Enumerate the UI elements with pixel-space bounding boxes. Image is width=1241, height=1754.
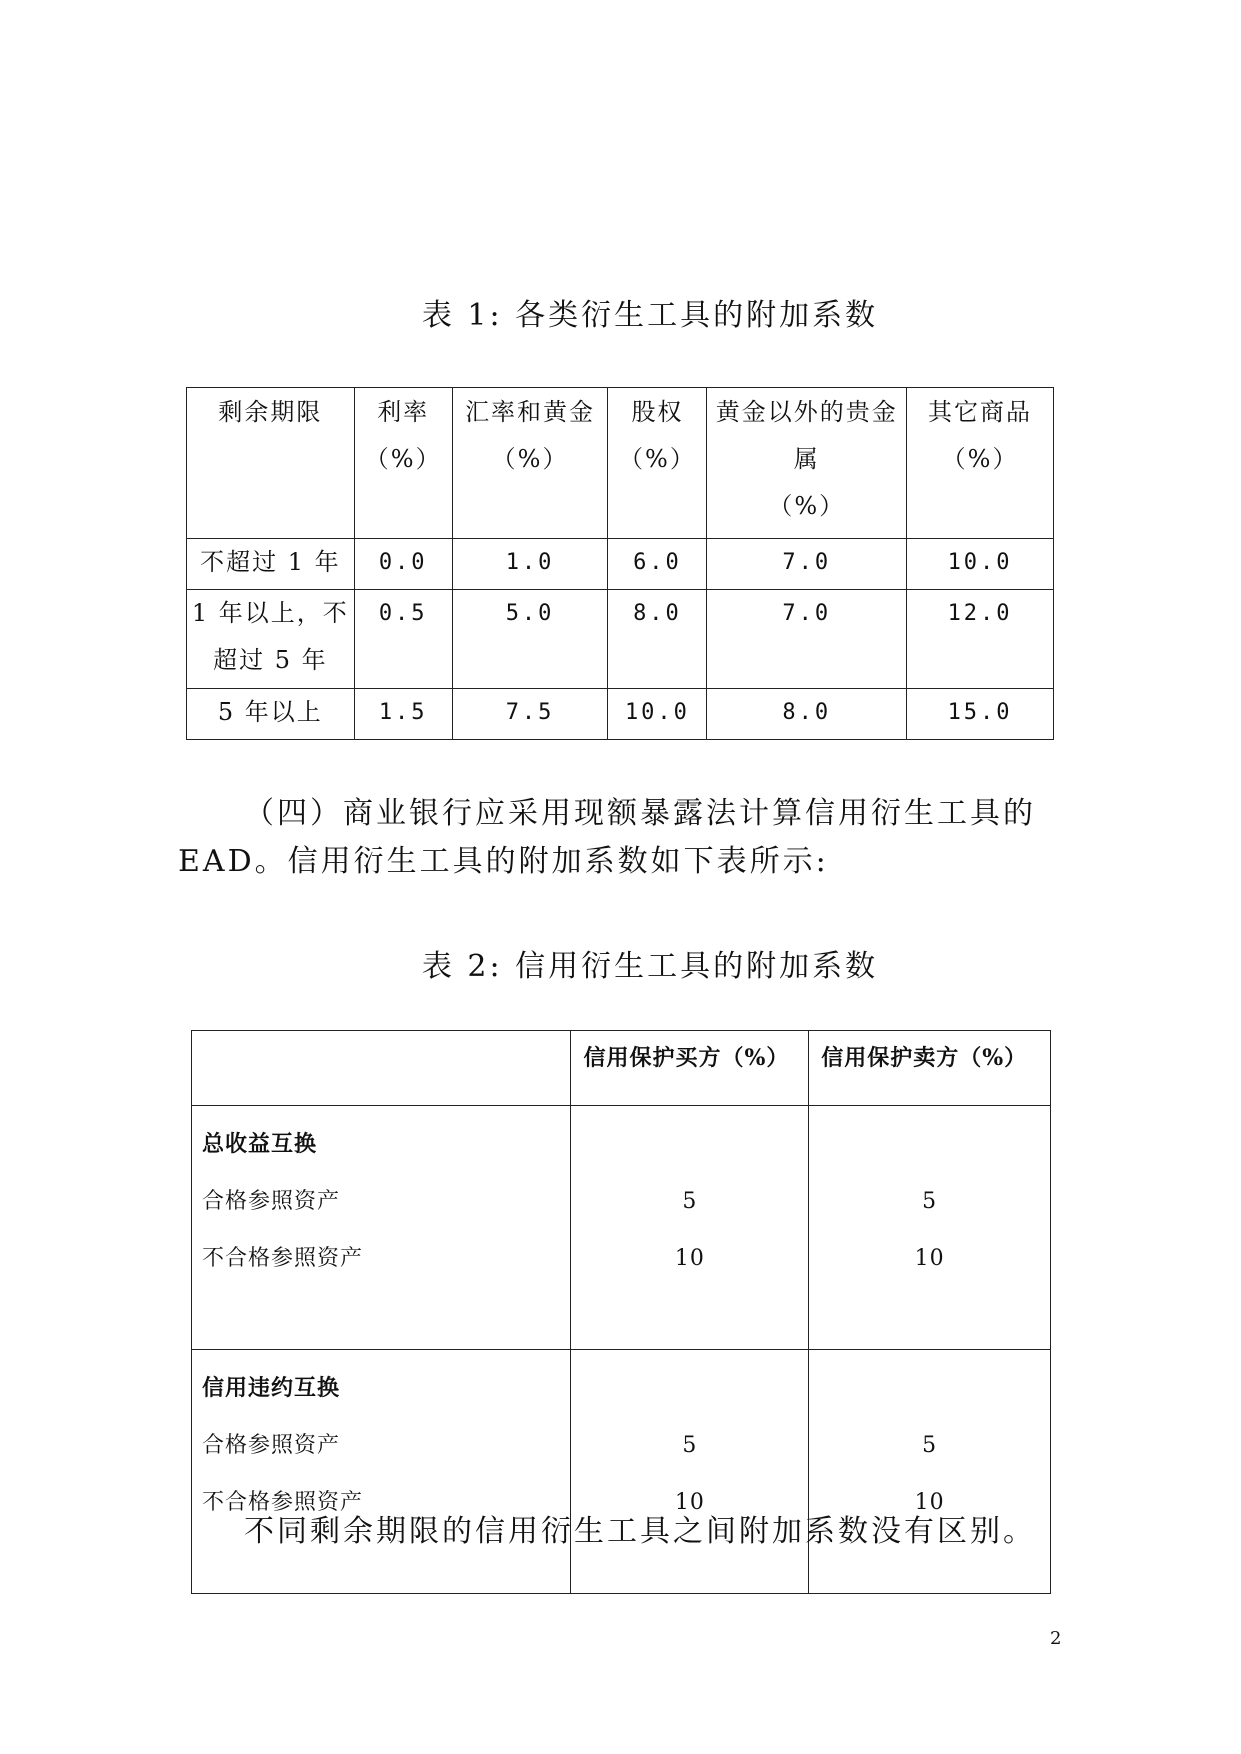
value-cell: 10.0	[608, 689, 707, 740]
table2-header-cell: 信用保护卖方（%）	[809, 1031, 1051, 1106]
group-title: 总收益互换	[202, 1131, 318, 1157]
header-line: 其它商品	[928, 398, 1033, 426]
buyer-cell	[571, 1106, 809, 1350]
value-cell: 6.0	[608, 539, 707, 590]
term-text: 5 年以上	[217, 698, 323, 726]
table1-header-cell	[187, 388, 355, 539]
table-row	[192, 1106, 1051, 1350]
seller-value: 10	[914, 1490, 945, 1515]
header-line: （%）	[941, 445, 1019, 473]
header-line: 汇率和黄金	[465, 398, 596, 426]
value-cell: 7.0	[707, 539, 907, 590]
table-row	[187, 590, 1054, 689]
seller-cell	[809, 1350, 1051, 1594]
item-label: 合格参照资产	[202, 1433, 341, 1458]
table-row	[192, 1350, 1051, 1594]
value-cell: 8.0	[707, 689, 907, 740]
table-row	[187, 689, 1054, 740]
header-line: （%）	[491, 445, 569, 473]
header-line: 黄金以外的贵金	[715, 398, 898, 426]
table1-caption: 表 1: 各类衍生工具的附加系数	[421, 298, 879, 333]
item-label: 不合格参照资产	[202, 1490, 364, 1515]
table1-header-cell	[907, 388, 1054, 539]
value-cell: 0.5	[354, 590, 452, 689]
table1-header-cell	[707, 388, 907, 539]
value-cell: 5.0	[452, 590, 608, 689]
item-label: 不合格参照资产	[202, 1246, 364, 1271]
buyer-cell	[571, 1350, 809, 1594]
table2-caption: 表 2: 信用衍生工具的附加系数	[421, 949, 879, 984]
group-title: 信用违约互换	[202, 1375, 341, 1401]
header-line: 股权	[631, 398, 684, 426]
header-line: （%）	[364, 445, 442, 473]
value-cell: 8.0	[608, 590, 707, 689]
paragraph-ead: （四）商业银行应采用现额暴露法计算信用衍生工具的 EAD。信用衍生工具的附加系数如下表所示:	[178, 796, 1036, 879]
value-cell: 1.0	[452, 539, 608, 590]
seller-value: 10	[914, 1246, 945, 1271]
buyer-value: 5	[682, 1189, 698, 1214]
table-row	[187, 539, 1054, 590]
item-label: 合格参照资产	[202, 1189, 341, 1214]
header-line: 利率	[377, 398, 430, 426]
table2-header-cell: 信用保护买方（%）	[571, 1031, 809, 1106]
table1-header-cell	[354, 388, 452, 539]
table2-header-row	[192, 1031, 1051, 1106]
value-cell: 1.5	[354, 689, 452, 740]
buyer-value: 10	[674, 1490, 705, 1515]
header-line: （%）	[768, 492, 846, 520]
value-cell: 10.0	[907, 539, 1054, 590]
value-cell: 0.0	[354, 539, 452, 590]
group-label-cell	[192, 1350, 571, 1594]
group-label-cell	[192, 1106, 571, 1350]
seller-value: 5	[922, 1189, 938, 1214]
value-cell: 15.0	[907, 689, 1054, 740]
term-cell	[187, 689, 355, 740]
value-cell: 7.0	[707, 590, 907, 689]
page-number: 2	[1050, 1628, 1062, 1649]
table1	[186, 387, 1054, 740]
term-text: 超过 5 年	[213, 646, 328, 674]
buyer-value: 10	[674, 1246, 705, 1271]
header-line: （%）	[619, 445, 696, 473]
table1-header-row	[187, 388, 1054, 539]
term-cell	[187, 539, 355, 590]
term-text: 1 年以上，不	[191, 599, 349, 627]
value-cell: 7.5	[452, 689, 608, 740]
header-line: 剩余期限	[218, 398, 323, 426]
table2-header-cell	[192, 1031, 571, 1106]
term-text: 不超过 1 年	[200, 548, 341, 576]
value-cell: 12.0	[907, 590, 1054, 689]
table1-header-cell	[452, 388, 608, 539]
header-line: 属	[793, 445, 820, 473]
term-cell	[187, 590, 355, 689]
table1-header-cell	[608, 388, 707, 539]
seller-value: 5	[922, 1433, 938, 1458]
seller-cell	[809, 1106, 1051, 1350]
buyer-value: 5	[682, 1433, 698, 1458]
paragraph-conclusion: 不同剩余期限的信用衍生工具之间附加系数没有区别。	[244, 1514, 1036, 1549]
